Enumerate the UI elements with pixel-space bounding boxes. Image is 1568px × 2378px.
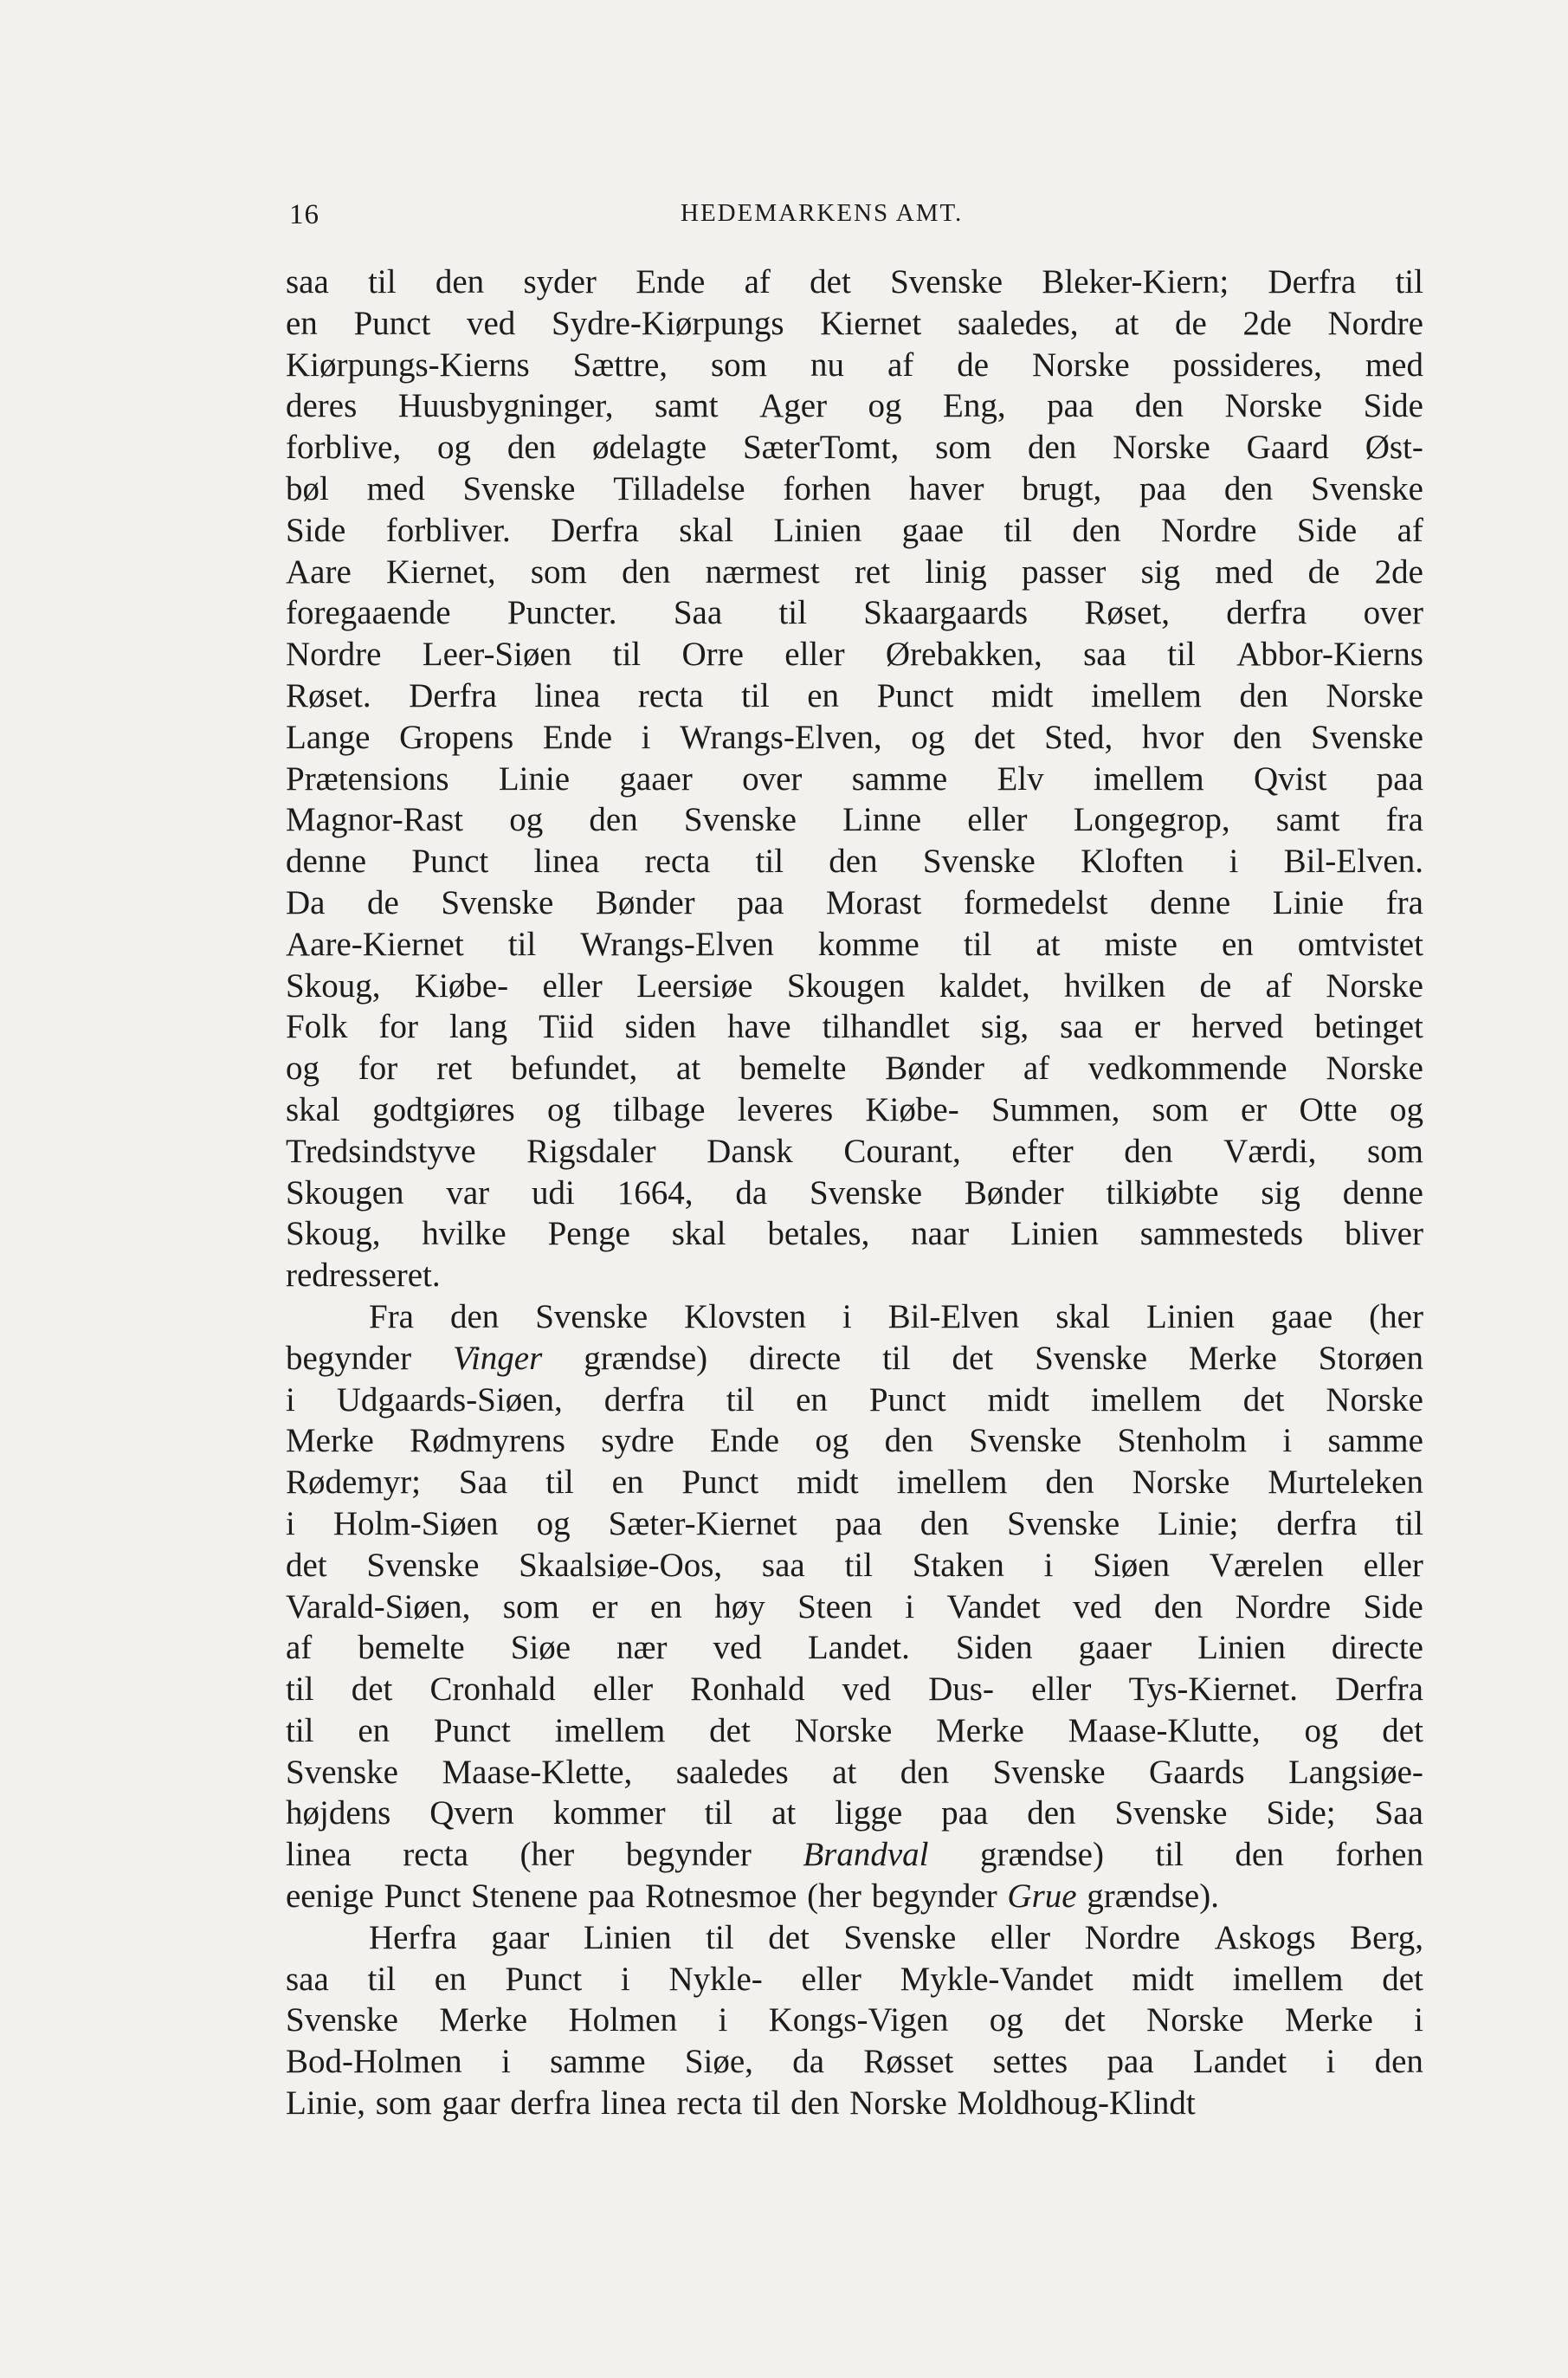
text-line: redresseret.: [286, 1257, 441, 1295]
text-line: saa til den syder Ende af det Svenske Bleker-Kiern; Derfra til: [286, 263, 1423, 300]
text-line: denne Punct linea recta til den Svenske Kloften i Bil-Elven.: [286, 843, 1423, 881]
text-line: eenige Punct Stenene paa Rotnesmoe (her begynder Grue grændse).: [286, 1877, 1219, 1916]
text-line: Lange Gropens Ende i Wrangs-Elven, og det Sted, hvor den Svenske: [286, 718, 1423, 756]
text-line: skal godtgiøres og tilbage leveres Kiøbe- Summen, som er Otte og: [286, 1090, 1423, 1128]
text-line: i Udgaards-Siøen, derfra til en Punct midt imellem det Norske: [286, 1380, 1423, 1418]
text-line: forblive, og den ødelagte SæterTomt, som den Norske Gaard Øst-: [286, 429, 1423, 467]
text-line: Magnor-Rast og den Svenske Linne eller Longegrop, samt fra: [286, 801, 1423, 839]
text-line: Røset. Derfra linea recta til en Punct midt imellem den Norske: [286, 676, 1423, 714]
text-line: af bemelte Siøe nær ved Landet. Siden gaaer Linien directe: [286, 1629, 1423, 1667]
text-line: til det Cronhald eller Ronhald ved Dus- eller Tys-Kiernet. Derfra: [286, 1670, 1423, 1709]
text-line: deres Huusbygninger, samt Ager og Eng, paa den Norske Side: [286, 387, 1423, 425]
text-line: Svenske Merke Holmen i Kongs-Vigen og det Norske Merke i: [286, 2001, 1423, 2039]
text-line: Folk for lang Tiid siden have tilhandlet sig, saa er herved betinget: [286, 1008, 1423, 1046]
text-line: Prætensions Linie gaaer over samme Elv imellem Qvist paa: [286, 759, 1423, 798]
text-line: Skougen var udi 1664, da Svenske Bønder tilkiøbte sig denne: [286, 1173, 1423, 1212]
text-line: Fra den Svenske Klovsten i Bil-Elven skal Linien gaae (her: [369, 1297, 1423, 1335]
text-line: højdens Qvern kommer til at ligge paa den Svenske Side; Saa: [286, 1794, 1423, 1832]
text-line: Linie, som gaar derfra linea recta til den Norske Moldhoug-Klindt: [286, 2084, 1196, 2123]
text-line: foregaaende Puncter. Saa til Skaargaards Røset, derfra over: [286, 594, 1423, 632]
text-line: Skoug, hvilke Penge skal betales, naar Linien sammesteds bliver: [286, 1215, 1423, 1253]
text-line: linea recta (her begynder Brandval grændse) til den forhen: [286, 1836, 1423, 1874]
text-line: Nordre Leer-Siøen til Orre eller Ørebakken, saa til Abbor-Kierns: [286, 636, 1423, 674]
text-line: Merke Rødmyrens sydre Ende og den Svenske Stenholm i samme: [286, 1422, 1423, 1460]
text-line: bøl med Svenske Tilladelse forhen haver brugt, paa den Svenske: [286, 469, 1423, 507]
text-line: Kiørpungs-Kierns Sættre, som nu af de Norske possideres, med: [286, 346, 1423, 384]
text-line: begynder Vinger grændse) directe til det Svenske Merke Storøen: [286, 1339, 1423, 1377]
body-text: [286, 262, 1423, 2124]
text-line: Tredsindstyve Rigsdaler Dansk Courant, efter den Værdi, som: [286, 1132, 1423, 1170]
text-line: saa til en Punct i Nykle- eller Mykle-Vandet midt imellem det: [286, 1960, 1423, 1998]
text-line: til en Punct imellem det Norske Merke Maase-Klutte, og det: [286, 1711, 1423, 1749]
text-line: Side forbliver. Derfra skal Linien gaae til den Nordre Side af: [286, 511, 1423, 549]
text-line: Aare-Kiernet til Wrangs-Elven komme til at miste en omtvistet: [286, 925, 1423, 963]
running-head: HEDEMARKENS AMT.: [681, 199, 964, 227]
text-line: Varald-Siøen, som er en høy Steen i Vandet ved den Nordre Side: [286, 1587, 1423, 1625]
text-line: Herfra gaar Linien til det Svenske eller Nordre Askogs Berg,: [369, 1918, 1423, 1956]
text-line: Da de Svenske Bønder paa Morast formedelst denne Linie fra: [286, 883, 1423, 921]
page-header: [289, 192, 1422, 237]
text-line: det Svenske Skaalsiøe-Oos, saa til Staken i Siøen Værelen eller: [286, 1546, 1423, 1584]
text-line: i Holm-Siøen og Sæter-Kiernet paa den Svenske Linie; derfra til: [286, 1504, 1423, 1542]
text-line: en Punct ved Sydre-Kiørpungs Kiernet saaledes, at de 2de Nordre: [286, 304, 1423, 342]
text-line: Svenske Maase-Klette, saaledes at den Svenske Gaards Langsiøe-: [286, 1753, 1423, 1791]
page-number: 16: [289, 199, 319, 230]
text-line: Aare Kiernet, som den nærmest ret linig passer sig med de 2de: [286, 552, 1423, 591]
text-line: Rødemyr; Saa til en Punct midt imellem den Norske Murteleken: [286, 1464, 1423, 1502]
text-line: Skoug, Kiøbe- eller Leersiøe Skougen kaldet, hvilken de af Norske: [286, 966, 1423, 1005]
text-line: Bod-Holmen i samme Siøe, da Røsset settes paa Landet i den: [286, 2043, 1423, 2081]
text-line: og for ret befundet, at bemelte Bønder af vedkommende Norske: [286, 1050, 1423, 1088]
